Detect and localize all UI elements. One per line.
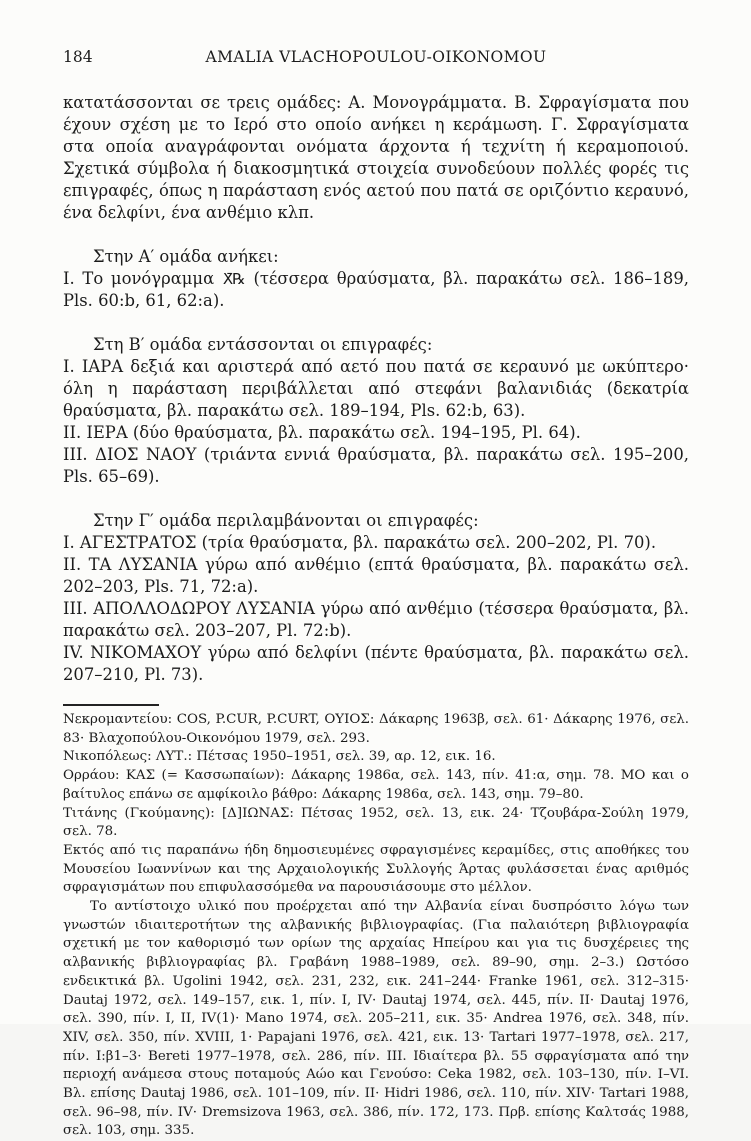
running-head: AMALIA VLACHOPOULOU-OIKONOMOU	[205, 48, 547, 66]
section-group-a	[63, 246, 689, 312]
inscription-item: III. ΑΠΟΛΛΟΔΩΡΟΥ ΛΥΣΑΝΙΑ γύρω από ανθέμιο (τέσσερα θραύσματα, βλ. παρακάτω σελ. 203–207, Pl. 72:b).	[63, 599, 689, 640]
section-group-b	[63, 334, 689, 488]
intro-paragraph: κατατάσσονται σε τρεις ομάδες: Α. Μονογράμματα. Β. Σφραγίσματα που έχουν σχέση με το Ιερό στο οποίο ανήκει η κεράμωση. Γ. Σφραγίσματα στα οποία αναγράφονται ονόματα άρχοντα ή τεχνίτη ή κεραμοποιού. Σχετικά σύμβολα ή διακοσμητικά στοιχεία συνοδεύουν πολλές φορές τις επιγραφές, όπως η παράσταση ενός αετού που πατά σε οριζόντιο κεραυνό, ένα δελφίνι, ένα ανθέμιο κλπ.	[63, 93, 689, 222]
inscription-item: III. ΔΙΟΣ ΝΑΟΥ (τριάντα εννιά θραύσματα, βλ. παρακάτω σελ. 195–200, Pls. 65–69).	[63, 445, 689, 486]
group-c-heading: Στην Γ′ ομάδα περιλαμβάνονται οι επιγραφές:	[93, 511, 479, 530]
footnote-entry: Ορράου: ΚΑΣ (= Κασσωπαίων): Δάκαρης 1986α, σελ. 143, πίν. 41:α, σημ. 78. ΜΟ και ο βαίτυλος επάνω σε αμφίκοιλο βάθρο: Δάκαρης 1986α, σελ. 143, σημ. 79–80.	[63, 768, 689, 802]
group-b-items	[63, 356, 689, 488]
footnote-entry: Τιτάνης (Γκούμανης): [Δ]ΙΩΝΑΣ: Πέτσας 1952, σελ. 13, εικ. 24· Τζουβάρα-Σούλη 1979, σελ. 78.	[63, 805, 689, 840]
group-c-items	[63, 532, 689, 686]
footnote-entry: Το αντίστοιχο υλικό που προέρχεται από την Αλβανία είναι δυσπρόσιτο λόγω των γνωστών ιδιαιτεροτήτων της αλβανικής βιβλιογραφίας. (Για παλαιότερη βιβλιογραφία σχετική με τον καθορισμό των ορίων της αρχαίας Ηπείρου και για τις δυσχέρειες της αλβανικής βιβλιογραφίας βλ. Γραβάνη 1988–1989, σελ. 89–90, σημ. 2–3.) Ωστόσο ενδεικτικά βλ. Ugolini 1942, σελ. 231, 232, εικ. 241–244· Franke 1961, σελ. 312–315· Dautaj 1972, σελ. 149–157, εικ. 1, πίν. I, IV· Dautaj 1974, σελ. 445, πίν. II· Dautaj 1976, σελ. 390, πίν. I, II, IV(1)· Mano 1974, σελ. 205–211, εικ. 35· Andrea 1976, σελ. 348, πίν. XIV, σελ. 350, πίν. XVIII, 1· Papajani 1976, σελ. 421, εικ. 13· Tartari 1977–1978, σελ. 217, πίν. I:β1–3· Bereti 1977–1978, σελ. 286, πίν. III. Ιδιαίτερα βλ. 55 σφραγίσματα από την περιοχή ανάμεσα στους ποταμούς Αώο και Γενούσο: Ceka 1982, σελ. 103–130, πίν. I–VI. Βλ. επίσης Dautaj 1986, σελ. 101–109, πίν. II· Hidri 1986, σελ. 110, πίν. XIV· Tartari 1988, σελ. 96–98, πίν. IV· Dremsizova 1963, σελ. 386, πίν. 172, 173. Πρβ. επίσης Καλτσάς 1988, σελ. 103, σημ. 335.	[63, 899, 689, 1139]
inscription-item: IV. ΝΙΚΟΜΑΧΟΥ γύρω από δελφίνι (πέντε θραύσματα, βλ. παρακάτω σελ. 207–210, Pl. 73).	[63, 643, 689, 684]
footnote-entry: Εκτός από τις παραπάνω ήδη δημοσιευμένες σφραγισμένες κεραμίδες, στις αποθήκες του Μουσείου Ιωαννίνων και της Αρχαιολογικής Συλλογής Άρτας φυλάσσεται ένας αριθμός σφραγισμάτων που επιφυλασσόμεθα να παρουσιάσουμε στο μέλλον.	[63, 842, 689, 896]
page-number: 184	[63, 48, 93, 66]
monogram-glyph: Χ̄℞	[222, 270, 245, 288]
inscription-item: I. ΑΓΕΣΤΡΑΤΟΣ (τρία θραύσματα, βλ. παρακάτω σελ. 200–202, Pl. 70).	[63, 533, 657, 552]
inscription-item: I. ΙΑΡΑ δεξιά και αριστερά από αετό που πατά σε κεραυνό με ωκύπτερο· όλη η παράσταση περιβάλλεται από στεφάνι βαλανιδιάς (δεκατρία θραύσματα, βλ. παρακάτω σελ. 189–194, Pls. 62:b, 63).	[63, 357, 689, 420]
main-text	[63, 92, 689, 686]
group-a-item-1	[63, 268, 689, 312]
section-group-c	[63, 510, 689, 686]
footnote-separator-rule	[63, 704, 159, 706]
item-text-prefix: I. Το μονόγραμμα	[63, 269, 222, 288]
footnote-entry: Νεκρομαντείου: COS, P.CUR, P.CURT, ΟΥΙΟΣ: Δάκαρης 1963β, σελ. 61· Δάκαρης 1976, σελ. 83· Βλαχοπούλου-Οικονόμου 1979, σελ. 293.	[63, 712, 689, 746]
group-a-heading: Στην Α′ ομάδα ανήκει:	[93, 247, 279, 266]
page-header	[63, 48, 689, 70]
footnote-entry: Νικοπόλεως: ΛΥΤ.: Πέτσας 1950–1951, σελ. 39, αρ. 12, εικ. 16.	[63, 749, 496, 765]
footnotes-block	[63, 711, 689, 1141]
inscription-item: II. ΤΑ ΛΥΣΑΝΙΑ γύρω από ανθέμιο (επτά θραύσματα, βλ. παρακάτω σελ. 202–203, Pls. 71, 72:a).	[63, 555, 689, 596]
group-b-heading: Στη Β′ ομάδα εντάσσονται οι επιγραφές:	[93, 335, 433, 354]
inscription-item: II. ΙΕΡΑ (δύο θραύσματα, βλ. παρακάτω σελ. 194–195, Pl. 64).	[63, 423, 581, 442]
item-text-suffix: (τέσσερα θραύσματα, βλ. παρακάτω σελ. 186–189, Pls. 60:b, 61, 62:a).	[63, 269, 689, 310]
